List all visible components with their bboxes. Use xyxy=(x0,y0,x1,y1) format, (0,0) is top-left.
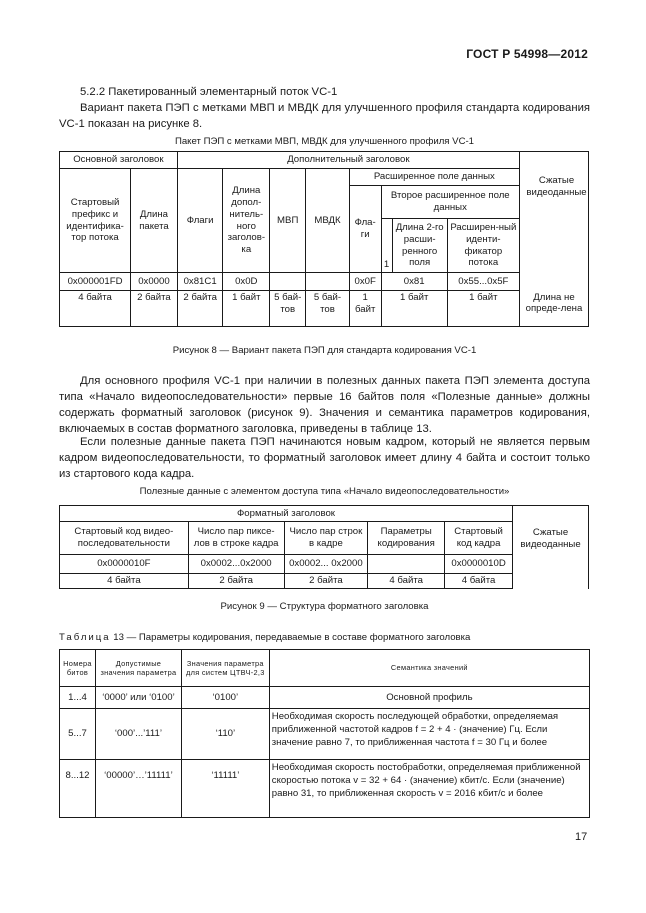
figure8-table xyxy=(59,151,589,327)
t13-header-allowed: Допустимые значения параметра xyxy=(95,650,181,687)
t13-row1-ctv: ‘0100’ xyxy=(181,687,269,709)
figure8-title: Пакет ПЭП с метками МВП, МВДК для улучшенного профиля VC-1 xyxy=(174,136,475,147)
table13-title-text: 13 — Параметры кодирования, передаваемые в составе форматного заголовка xyxy=(113,632,471,643)
table13-label: Таблица xyxy=(59,632,111,643)
size-compressed: Длина не опреде-лена xyxy=(519,291,588,327)
t13-row3-bits: 8...12 xyxy=(60,760,96,818)
compressed-video-label: Сжатые видеоданные xyxy=(526,175,587,198)
col-add-header-length: Длина допол-нитель-ного заголов-ка xyxy=(223,169,270,273)
f9-col-pixel-pairs: Число пар пиксе-лов в строке кадра xyxy=(188,522,284,555)
f9-col-coding-params: Параметры кодирования xyxy=(368,522,445,555)
t13-row1-allowed: ‘0000’ или ‘0100’ xyxy=(95,687,181,709)
col-pts: МВП xyxy=(270,169,306,273)
size-second-ext: 1 байт xyxy=(381,291,447,327)
f9-col-seq-start: Стартовый код видео-последовательности xyxy=(60,522,189,555)
figure9-title: Полезные данные с элементом доступа типа «Начало видеопоследовательности» xyxy=(139,486,510,497)
value-second-ext: 0x81 xyxy=(381,273,447,291)
size-dts: 5 бай-тов xyxy=(306,291,350,327)
col-second-ext-length: Длина 2-го расши-ренного поля xyxy=(392,219,447,273)
extended-field-cell: Расширенное поле данных xyxy=(349,169,519,186)
f9-value-frame-start: 0x0000010D xyxy=(445,555,513,574)
f9-col-line-pairs: Число пар строк в кадре xyxy=(284,522,368,555)
value-add-header-length: 0x0D xyxy=(223,273,270,291)
f9-size-pixel-pairs: 2 байта xyxy=(188,574,284,589)
table13 xyxy=(59,649,590,818)
t13-row2-bits: 5...7 xyxy=(60,709,96,760)
f9-size-frame-start: 4 байта xyxy=(445,574,513,589)
table13-title xyxy=(59,632,470,643)
t13-row3-allowed: ‘00000’…’11111’ xyxy=(95,760,181,818)
size-packet-length: 2 байта xyxy=(131,291,178,327)
value-flags: 0x81C1 xyxy=(177,273,223,291)
col-flags: Флаги xyxy=(177,169,223,273)
figure9-caption: Рисунок 9 — Структура форматного заголовка xyxy=(220,601,429,612)
col-dts: МВДК xyxy=(306,169,350,273)
main-header-cell: Основной заголовок xyxy=(60,152,178,169)
second-extended-cell: Второе расширенное поле данных xyxy=(381,186,519,219)
f9-size-seq-start: 4 байта xyxy=(60,574,189,589)
figure8-caption: Рисунок 8 — Вариант пакета ПЭП для стандарта кодирования VC-1 xyxy=(172,345,477,356)
page-number: 17 xyxy=(575,831,588,843)
f9-size-coding-params: 4 байта xyxy=(368,574,445,589)
body-paragraph-2: Если полезные данные пакета ПЭП начинаются новым кадром, который не является первым кадром видеопоследовательности, то форматный заголовок имеет длину 4 байта и состоит только из стартового кода кадра. xyxy=(59,436,590,480)
col-ext-stream-id: Расширен-ный иденти-фикатор потока xyxy=(447,219,519,273)
body-paragraph-1: Для основного профиля VC-1 при наличии в полезных данных пакета ПЭП элемента доступа типа «Начало видеопоследовательности» первые 16 байтов поля «Полезные данные» должны содержать форматный заголовок (рисунок 9). Значения и семантика параметров кодирования, включаемых в состав форматного заголовка, приведены в таблице 13. xyxy=(59,375,590,435)
t13-row1-bits: 1...4 xyxy=(60,687,96,709)
f9-col-frame-start: Стартовый код кадра xyxy=(445,522,513,555)
value-pts xyxy=(270,273,306,291)
size-start-prefix: 4 байта xyxy=(60,291,131,327)
size-pts: 5 бай-тов xyxy=(270,291,306,327)
value-dts xyxy=(306,273,350,291)
t13-row2-ctv: ‘110’ xyxy=(181,709,269,760)
f9-value-line-pairs: 0x0002... 0x2000 xyxy=(284,555,368,574)
col-one: 1 xyxy=(381,219,392,273)
section-heading: 5.2.2 Пакетированный элементарный поток VC-1 xyxy=(80,86,338,98)
value-ext-flags: 0x0F xyxy=(349,273,381,291)
size-flags: 2 байта xyxy=(177,291,223,327)
t13-row2-semantics: Необходимая скорость последующей обработки, определяемая приближенной частотой кадров f = 2 + 4 · (значение) Гц. Если значение равно 7, то приближенная частота f = 30 Гц и более xyxy=(269,709,589,760)
t13-header-semantics: Семантика значений xyxy=(269,650,589,687)
f9-value-seq-start: 0x0000010F xyxy=(60,555,189,574)
f9-value-pixel-pairs: 0x0002...0x2000 xyxy=(188,555,284,574)
standard-header: ГОСТ Р 54998—2012 xyxy=(466,47,588,61)
t13-row2-allowed: ‘000’...’111’ xyxy=(95,709,181,760)
t13-header-bits: Номера битов xyxy=(60,650,96,687)
t13-row1-semantics: Основной профиль xyxy=(269,687,589,709)
f9-value-coding-params xyxy=(368,555,445,574)
size-ext-stream-id: 1 байт xyxy=(447,291,519,327)
figure9-table xyxy=(59,505,589,589)
f9-size-line-pairs: 2 байта xyxy=(284,574,368,589)
t13-header-ctv: Значения параметра для систем ЦТВЧ-2,3 xyxy=(181,650,269,687)
col-packet-length: Длина пакета xyxy=(131,169,178,273)
col-ext-flags: Фла-ги xyxy=(349,186,381,273)
section-intro: Вариант пакета ПЭП с метками МВП и МВДК для улучшенного профиля стандарта кодирования VC-1 показан на рисунке 8. xyxy=(59,102,590,130)
additional-header-cell: Дополнительный заголовок xyxy=(177,152,519,169)
size-add-header-length: 1 байт xyxy=(223,291,270,327)
t13-row3-semantics: Необходимая скорость постобработки, определяемая приближенной скоростью потока v = 32 + 64 · (значение) кбит/с. Если (значение) равно 31, то приближенная скорость v = 2016 кбит/с и более xyxy=(269,760,589,818)
format-header-cell: Форматный заголовок xyxy=(60,506,513,522)
col-start-prefix: Стартовый префикс и идентифика-тор потока xyxy=(60,169,131,273)
size-ext-flags: 1 байт xyxy=(349,291,381,327)
t13-row3-ctv: ‘11111’ xyxy=(181,760,269,818)
f9-col-compressed: Сжатые видеоданные xyxy=(513,506,589,589)
value-packet-length: 0x0000 xyxy=(131,273,178,291)
value-start-prefix: 0x000001FD xyxy=(60,273,131,291)
value-ext-stream-id: 0x55...0x5F xyxy=(447,273,519,291)
